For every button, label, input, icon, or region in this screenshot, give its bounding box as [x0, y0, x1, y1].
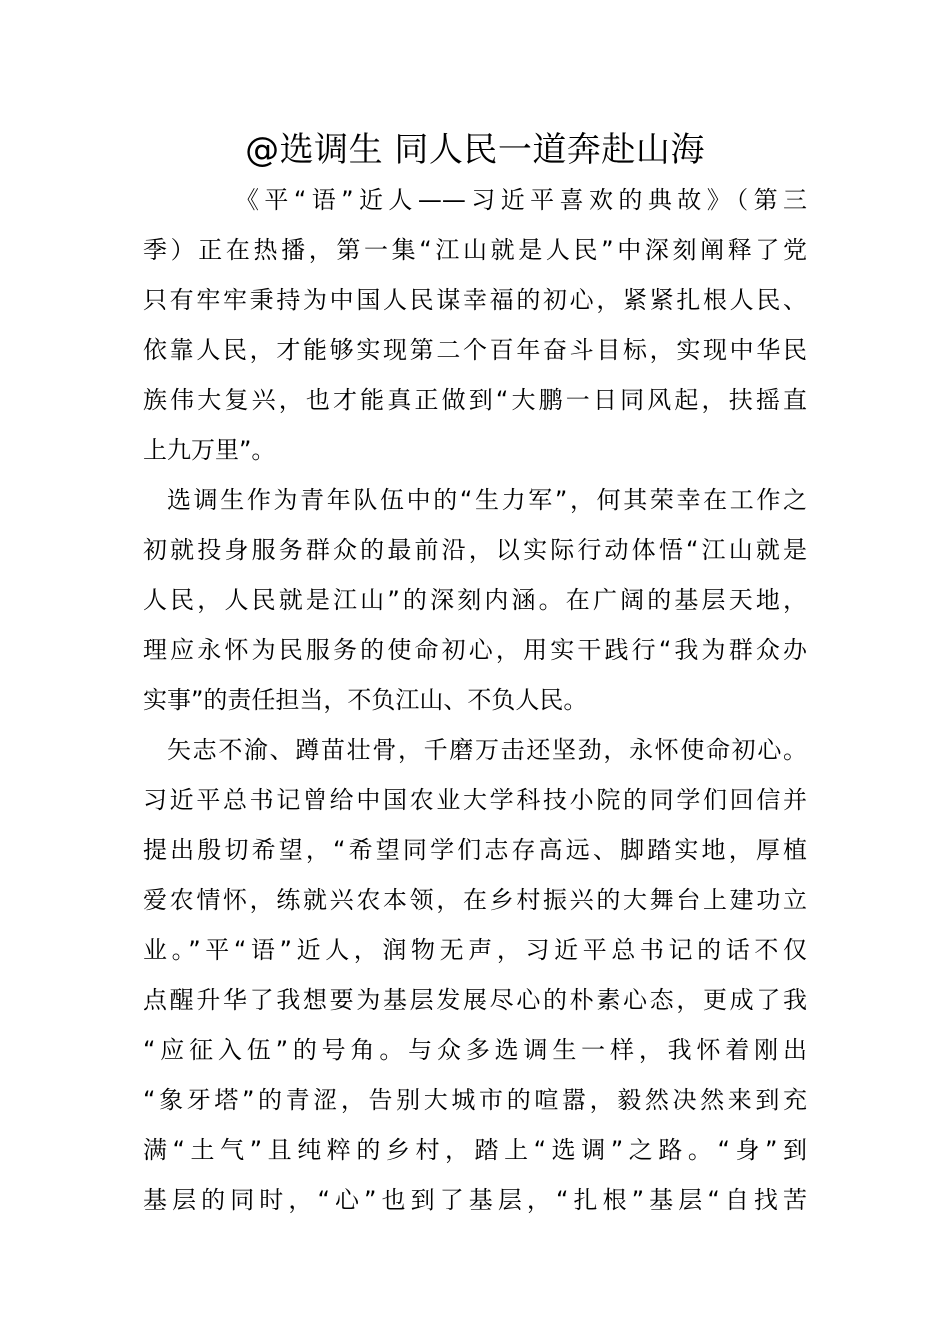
paragraph-line: 选调生作为青年队伍中的“生力军”，何其荣幸在工作之	[167, 486, 807, 514]
paragraph-line: 提出殷切希望，“希望同学们志存高远、脚踏实地，厚植	[143, 836, 807, 864]
paragraph-1	[143, 175, 807, 475]
paragraph-line: 业。”平“语”近人，润物无声，习近平总书记的话不仅	[143, 936, 807, 964]
paragraph-line: 矢志不渝、蹲苗壮骨，千磨万击还坚劲，永怀使命初心。	[167, 736, 807, 764]
paragraph-line: 人民，人民就是江山”的深刻内涵。在广阔的基层天地，	[143, 586, 807, 614]
paragraph-line: 习近平总书记曾给中国农业大学科技小院的同学们回信并	[143, 786, 807, 814]
document-title: @选调生 同人民一道奔赴山海	[245, 130, 705, 170]
paragraph-line: “象牙塔”的青涩，告别大城市的喧嚣，毅然决然来到充	[143, 1086, 807, 1114]
document-body	[143, 175, 807, 1225]
paragraph-line: 满“土气”且纯粹的乡村，踏上“选调”之路。“身”到	[143, 1136, 807, 1164]
paragraph-line: 季）正在热播，第一集“江山就是人民”中深刻阐释了党	[143, 236, 807, 264]
paragraph-line: 《平“语”近人——习近平喜欢的典故》（第三	[235, 186, 807, 214]
paragraph-line: 族伟大复兴，也才能真正做到“大鹏一日同风起，扶摇直	[143, 386, 807, 414]
paragraph-line: 上九万里”。	[143, 436, 276, 464]
paragraph-line: 实事”的责任担当，不负江山、不负人民。	[143, 686, 588, 714]
paragraph-line: 理应永怀为民服务的使命初心，用实干践行“我为群众办	[143, 636, 807, 664]
paragraph-line: 爱农情怀，练就兴农本领，在乡村振兴的大舞台上建功立	[143, 886, 807, 914]
paragraph-line: 初就投身服务群众的最前沿，以实际行动体悟“江山就是	[143, 536, 807, 564]
paragraph-line: 只有牢牢秉持为中国人民谋幸福的初心，紧紧扎根人民、	[143, 286, 807, 314]
paragraph-line: 依靠人民，才能够实现第二个百年奋斗目标，实现中华民	[143, 336, 807, 364]
paragraph-2	[143, 475, 807, 725]
paragraph-line: “应征入伍”的号角。与众多选调生一样，我怀着刚出	[143, 1036, 807, 1064]
paragraph-3	[143, 725, 807, 1225]
paragraph-line: 点醒升华了我想要为基层发展尽心的朴素心态，更成了我	[143, 986, 807, 1014]
paragraph-line: 基层的同时，“心”也到了基层，“扎根”基层“自找苦	[143, 1186, 807, 1214]
